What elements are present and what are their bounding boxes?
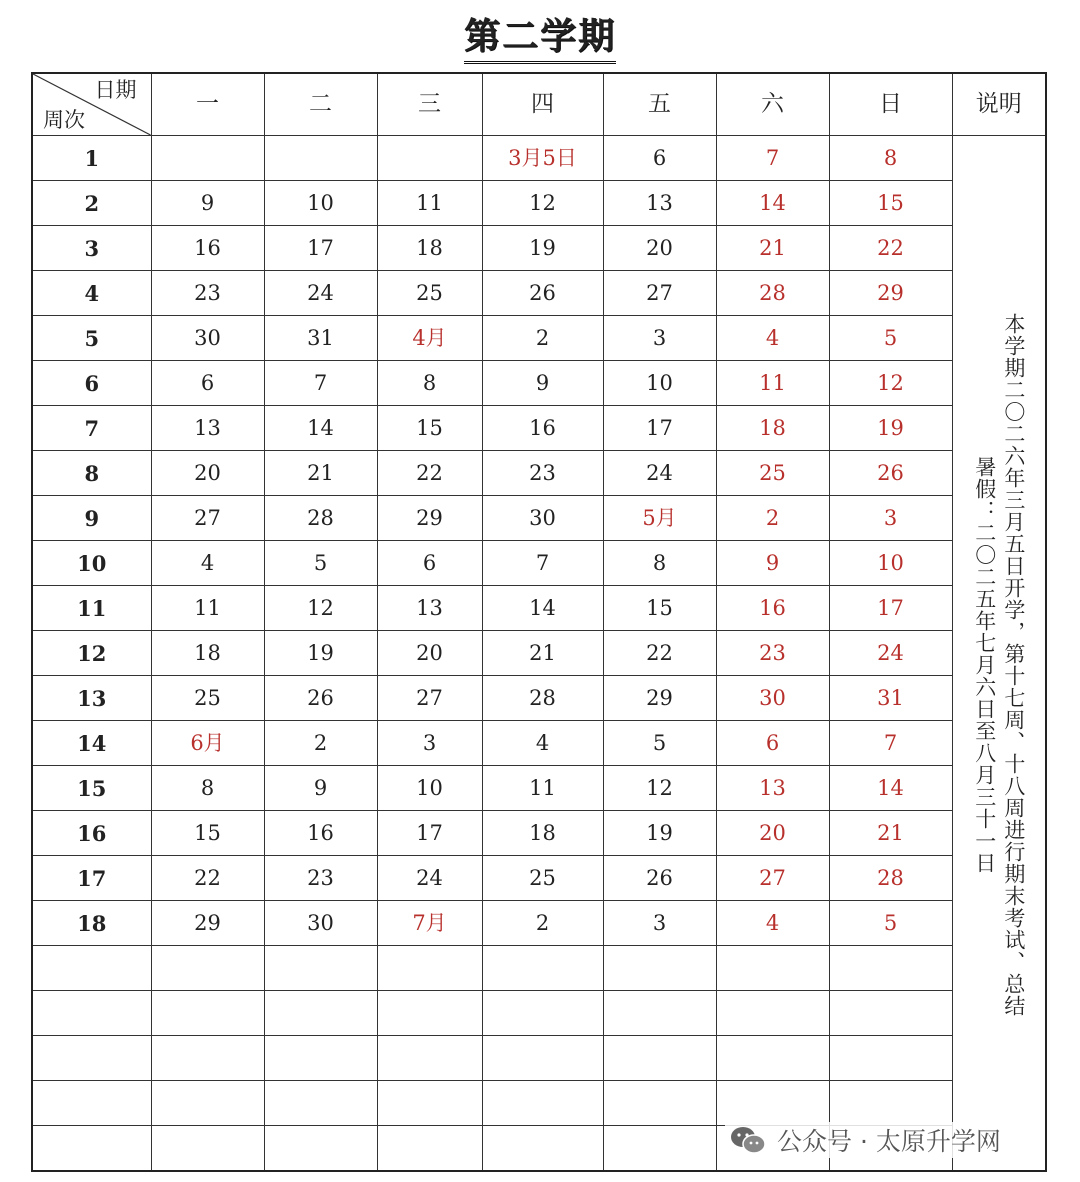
week-number: 13	[32, 676, 151, 721]
date-cell-mon: 18	[151, 631, 264, 676]
date-cell-tue: 12	[264, 586, 377, 631]
date-cell-thu: 19	[482, 226, 603, 271]
date-cell-thu: 14	[482, 586, 603, 631]
corner-date-label: 日期	[94, 78, 137, 102]
date-cell-thu: 23	[482, 451, 603, 496]
date-cell-sun: 19	[829, 406, 952, 451]
date-cell-mon: 15	[151, 811, 264, 856]
date-cell-tue: 9	[264, 766, 377, 811]
page-title-wrap	[0, 8, 1080, 64]
note-semester: 本学期二〇二六年三月五日开学，第十七周、十八周进行期末考试、总结	[1001, 313, 1026, 1017]
date-cell-tue: 19	[264, 631, 377, 676]
date-cell-sun: 29	[829, 271, 952, 316]
date-cell-fri: 27	[603, 271, 716, 316]
date-cell-sat: 13	[716, 766, 829, 811]
date-cell-sun: 12	[829, 361, 952, 406]
date-cell-fri: 3	[603, 316, 716, 361]
notes-wrap	[953, 136, 1046, 1170]
date-cell-wed: 29	[377, 496, 482, 541]
date-cell-wed: 3	[377, 721, 482, 766]
week-number: 4	[32, 271, 151, 316]
date-cell-mon: 22	[151, 856, 264, 901]
blank-cell	[377, 946, 482, 991]
date-cell-thu: 2	[482, 316, 603, 361]
date-cell-fri: 26	[603, 856, 716, 901]
date-cell-wed: 15	[377, 406, 482, 451]
blank-cell	[716, 1081, 829, 1126]
blank-cell	[603, 991, 716, 1036]
date-cell-wed: 25	[377, 271, 482, 316]
date-cell-sun: 14	[829, 766, 952, 811]
date-cell-fri: 19	[603, 811, 716, 856]
page-title: 第二学期	[464, 8, 616, 64]
week-row	[32, 136, 1046, 181]
blank-cell	[482, 1036, 603, 1081]
blank-cell	[603, 946, 716, 991]
blank-cell	[151, 1126, 264, 1172]
week-number: 9	[32, 496, 151, 541]
day-header-mon: 一	[151, 73, 264, 136]
date-cell-fri: 22	[603, 631, 716, 676]
blank-cell	[377, 1126, 482, 1172]
date-cell-sat: 20	[716, 811, 829, 856]
date-cell-mon: 6月	[151, 721, 264, 766]
calendar-table	[31, 72, 1047, 1172]
blank-cell	[264, 1036, 377, 1081]
date-cell-wed: 10	[377, 766, 482, 811]
blank-row	[32, 946, 1046, 991]
date-cell-mon: 13	[151, 406, 264, 451]
week-row	[32, 451, 1046, 496]
blank-cell	[377, 1081, 482, 1126]
blank-cell	[264, 946, 377, 991]
date-cell-thu: 28	[482, 676, 603, 721]
date-cell-tue: 2	[264, 721, 377, 766]
date-cell-thu: 12	[482, 181, 603, 226]
day-header-sat: 六	[716, 73, 829, 136]
date-cell-thu: 2	[482, 901, 603, 946]
week-row	[32, 676, 1046, 721]
week-number: 17	[32, 856, 151, 901]
blank-cell	[716, 991, 829, 1036]
date-cell-sat: 27	[716, 856, 829, 901]
week-number: 16	[32, 811, 151, 856]
week-number: 18	[32, 901, 151, 946]
date-cell-sun: 26	[829, 451, 952, 496]
date-cell-fri: 29	[603, 676, 716, 721]
date-cell-fri: 24	[603, 451, 716, 496]
date-cell-thu: 18	[482, 811, 603, 856]
week-number: 8	[32, 451, 151, 496]
week-number: 15	[32, 766, 151, 811]
date-cell-wed: 4月	[377, 316, 482, 361]
date-cell-sat: 4	[716, 316, 829, 361]
date-cell-tue: 7	[264, 361, 377, 406]
week-number: 14	[32, 721, 151, 766]
date-cell-sat: 14	[716, 181, 829, 226]
date-cell-thu: 4	[482, 721, 603, 766]
date-cell-mon: 16	[151, 226, 264, 271]
date-cell-tue: 28	[264, 496, 377, 541]
blank-cell	[829, 1081, 952, 1126]
week-number: 3	[32, 226, 151, 271]
corner-week-label: 周次	[43, 108, 85, 132]
note-vacation: 暑假：二〇二五年七月六日至八月三十一日	[972, 456, 997, 874]
blank-row	[32, 1081, 1046, 1126]
date-cell-wed: 27	[377, 676, 482, 721]
blank-cell	[377, 991, 482, 1036]
blank-cell	[264, 1081, 377, 1126]
week-row	[32, 271, 1046, 316]
watermark	[725, 1122, 1005, 1158]
week-row	[32, 766, 1046, 811]
watermark-text: 公众号 · 太原升学网	[777, 1127, 1001, 1156]
date-cell-sun: 7	[829, 721, 952, 766]
date-cell-tue: 16	[264, 811, 377, 856]
blank-cell	[32, 991, 151, 1036]
date-cell-sun: 28	[829, 856, 952, 901]
date-cell-fri: 6	[603, 136, 716, 181]
week-row	[32, 496, 1046, 541]
blank-cell	[482, 946, 603, 991]
notes-cell	[952, 136, 1046, 1172]
week-number: 10	[32, 541, 151, 586]
date-cell-tue: 26	[264, 676, 377, 721]
blank-cell	[151, 1081, 264, 1126]
date-cell-fri: 8	[603, 541, 716, 586]
blank-cell	[264, 991, 377, 1036]
date-cell-thu: 26	[482, 271, 603, 316]
week-row	[32, 226, 1046, 271]
date-cell-thu: 25	[482, 856, 603, 901]
week-number: 11	[32, 586, 151, 631]
date-cell-fri: 5	[603, 721, 716, 766]
blank-cell	[482, 991, 603, 1036]
week-number: 5	[32, 316, 151, 361]
date-cell-sun: 5	[829, 316, 952, 361]
blank-cell	[603, 1036, 716, 1081]
week-row	[32, 361, 1046, 406]
date-cell-tue: 21	[264, 451, 377, 496]
blank-cell	[151, 1036, 264, 1081]
date-cell-thu: 30	[482, 496, 603, 541]
week-number: 2	[32, 181, 151, 226]
date-cell-wed: 7月	[377, 901, 482, 946]
blank-cell	[603, 1081, 716, 1126]
date-cell-wed: 13	[377, 586, 482, 631]
blank-row	[32, 1036, 1046, 1081]
date-cell-mon: 29	[151, 901, 264, 946]
blank-cell	[264, 1126, 377, 1172]
blank-cell	[32, 1081, 151, 1126]
date-cell-sat: 23	[716, 631, 829, 676]
day-header-sun: 日	[829, 73, 952, 136]
date-cell-sun: 10	[829, 541, 952, 586]
date-cell-sun: 31	[829, 676, 952, 721]
date-cell-mon: 25	[151, 676, 264, 721]
date-cell-sat: 2	[716, 496, 829, 541]
date-cell-sat: 21	[716, 226, 829, 271]
date-cell-wed: 17	[377, 811, 482, 856]
blank-cell	[32, 1036, 151, 1081]
blank-row	[32, 991, 1046, 1036]
week-number: 1	[32, 136, 151, 181]
date-cell-tue	[264, 136, 377, 181]
date-cell-wed: 20	[377, 631, 482, 676]
date-cell-mon: 23	[151, 271, 264, 316]
date-cell-wed: 6	[377, 541, 482, 586]
date-cell-sat: 11	[716, 361, 829, 406]
date-cell-thu: 9	[482, 361, 603, 406]
date-cell-fri: 10	[603, 361, 716, 406]
date-cell-wed: 18	[377, 226, 482, 271]
blank-cell	[32, 1126, 151, 1172]
date-cell-mon: 11	[151, 586, 264, 631]
date-cell-fri: 20	[603, 226, 716, 271]
week-row	[32, 181, 1046, 226]
blank-cell	[603, 1126, 716, 1172]
date-cell-sun: 21	[829, 811, 952, 856]
date-cell-thu: 7	[482, 541, 603, 586]
date-cell-tue: 23	[264, 856, 377, 901]
blank-cell	[716, 946, 829, 991]
week-row	[32, 901, 1046, 946]
blank-cell	[829, 946, 952, 991]
date-cell-wed: 11	[377, 181, 482, 226]
date-cell-mon: 8	[151, 766, 264, 811]
week-row	[32, 406, 1046, 451]
date-cell-sat: 9	[716, 541, 829, 586]
date-cell-sat: 30	[716, 676, 829, 721]
week-row	[32, 811, 1046, 856]
date-cell-mon: 6	[151, 361, 264, 406]
wechat-icon	[729, 1125, 767, 1155]
week-number: 6	[32, 361, 151, 406]
week-row	[32, 541, 1046, 586]
date-cell-sat: 18	[716, 406, 829, 451]
week-row	[32, 856, 1046, 901]
date-cell-sun: 8	[829, 136, 952, 181]
date-cell-sat: 4	[716, 901, 829, 946]
blank-cell	[32, 946, 151, 991]
date-cell-tue: 24	[264, 271, 377, 316]
date-cell-sat: 16	[716, 586, 829, 631]
date-cell-tue: 17	[264, 226, 377, 271]
day-header-wed: 三	[377, 73, 482, 136]
date-cell-tue: 5	[264, 541, 377, 586]
corner-header	[32, 73, 151, 136]
date-cell-sat: 28	[716, 271, 829, 316]
date-cell-fri: 12	[603, 766, 716, 811]
day-header-fri: 五	[603, 73, 716, 136]
date-cell-thu: 16	[482, 406, 603, 451]
date-cell-sat: 6	[716, 721, 829, 766]
date-cell-fri: 13	[603, 181, 716, 226]
date-cell-wed	[377, 136, 482, 181]
day-header-thu: 四	[482, 73, 603, 136]
date-cell-sun: 24	[829, 631, 952, 676]
date-cell-sun: 5	[829, 901, 952, 946]
blank-cell	[716, 1036, 829, 1081]
week-row	[32, 631, 1046, 676]
date-cell-mon: 20	[151, 451, 264, 496]
date-cell-sat: 7	[716, 136, 829, 181]
date-cell-thu: 3月5日	[482, 136, 603, 181]
blank-cell	[377, 1036, 482, 1081]
week-number: 12	[32, 631, 151, 676]
date-cell-mon	[151, 136, 264, 181]
blank-cell	[829, 1036, 952, 1081]
blank-cell	[151, 946, 264, 991]
blank-cell	[482, 1126, 603, 1172]
date-cell-thu: 21	[482, 631, 603, 676]
date-cell-mon: 4	[151, 541, 264, 586]
week-row	[32, 586, 1046, 631]
date-cell-sun: 22	[829, 226, 952, 271]
date-cell-tue: 14	[264, 406, 377, 451]
note-header: 说明	[952, 73, 1046, 136]
date-cell-fri: 15	[603, 586, 716, 631]
date-cell-wed: 8	[377, 361, 482, 406]
date-cell-tue: 31	[264, 316, 377, 361]
date-cell-fri: 5月	[603, 496, 716, 541]
week-row	[32, 316, 1046, 361]
week-number: 7	[32, 406, 151, 451]
blank-cell	[151, 991, 264, 1036]
date-cell-sun: 15	[829, 181, 952, 226]
date-cell-fri: 3	[603, 901, 716, 946]
date-cell-mon: 27	[151, 496, 264, 541]
date-cell-sat: 25	[716, 451, 829, 496]
header-row	[32, 73, 1046, 136]
blank-cell	[829, 991, 952, 1036]
date-cell-thu: 11	[482, 766, 603, 811]
date-cell-wed: 24	[377, 856, 482, 901]
day-header-tue: 二	[264, 73, 377, 136]
blank-cell	[482, 1081, 603, 1126]
date-cell-tue: 30	[264, 901, 377, 946]
date-cell-mon: 9	[151, 181, 264, 226]
date-cell-sun: 17	[829, 586, 952, 631]
date-cell-sun: 3	[829, 496, 952, 541]
week-row	[32, 721, 1046, 766]
date-cell-fri: 17	[603, 406, 716, 451]
date-cell-wed: 22	[377, 451, 482, 496]
date-cell-tue: 10	[264, 181, 377, 226]
date-cell-mon: 30	[151, 316, 264, 361]
